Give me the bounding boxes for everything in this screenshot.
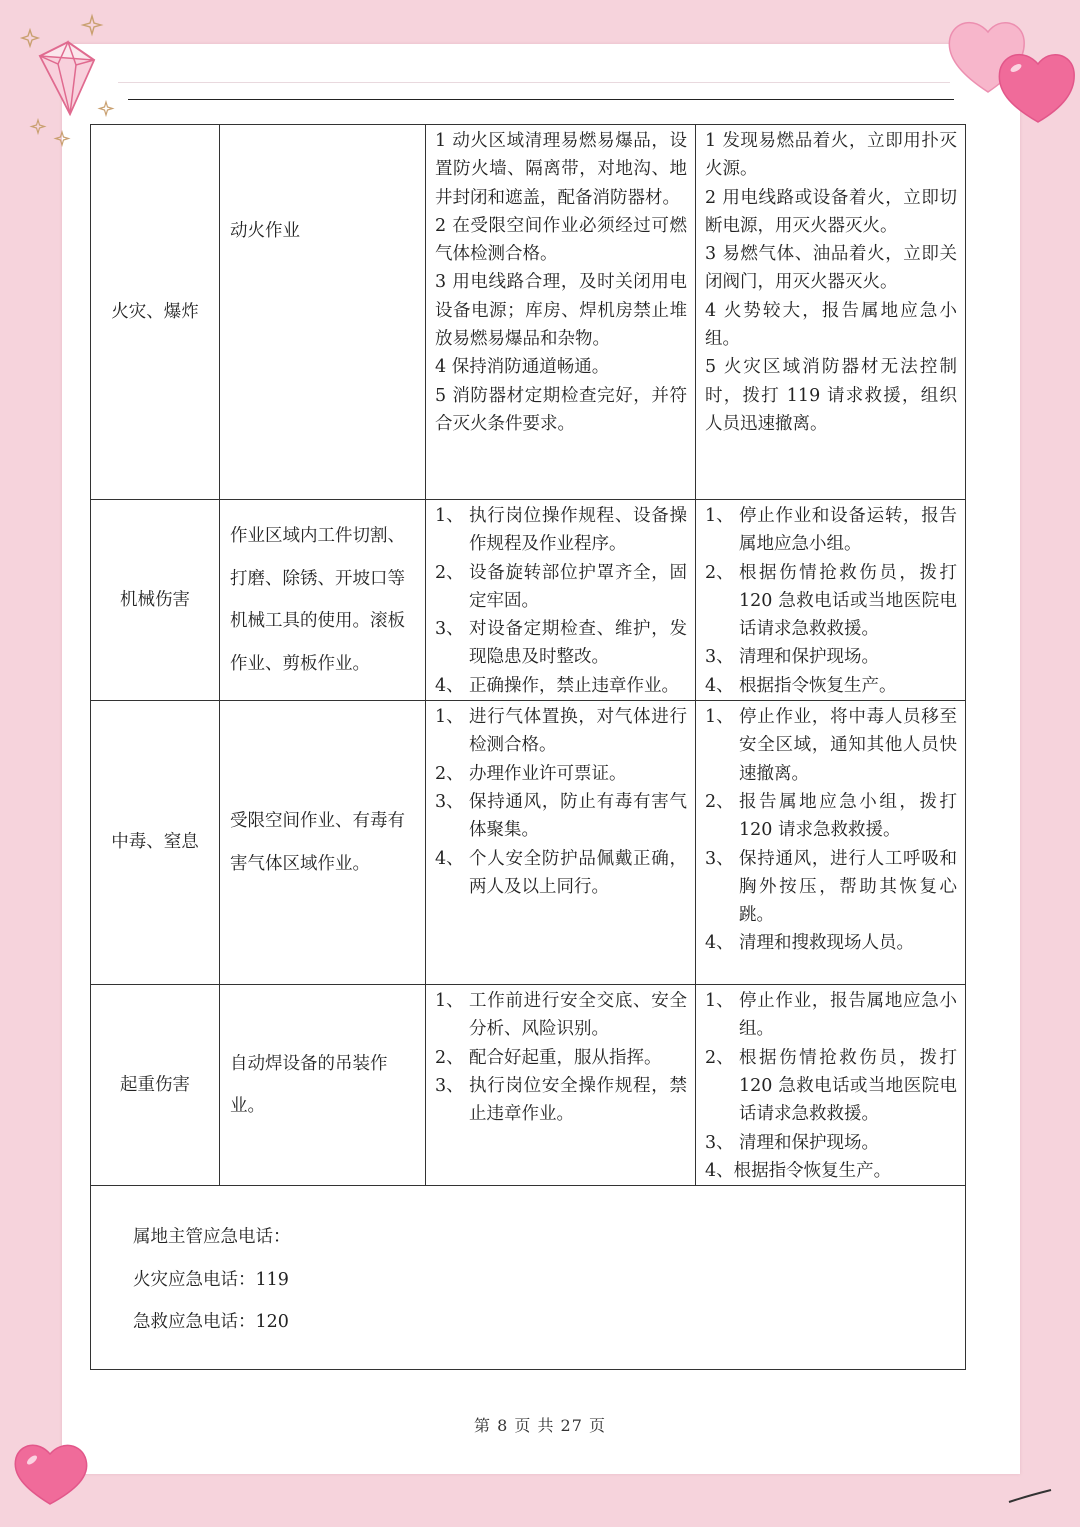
item-text: 停止作业，将中毒人员移至安全区域，通知其他人员快速撤离。 [739,707,957,784]
item-number: 4、 [705,933,734,954]
source-text: 自动焊设备的吊装作业。 [230,1053,388,1117]
ambulance-phone: 急救应急电话：120 [133,1312,289,1333]
source-cell [220,500,426,701]
item-number: 3、 [705,1132,734,1153]
list-item [705,127,957,184]
item-text: 根据伤情抢救伤员，拨打 120 急救电话或当地医院电话请求急救救援。 [739,1047,957,1125]
source-cell [220,125,426,500]
item-text: 火灾区域消防器材无法控制时，拨打 119 请求救援，组织人员迅速撤离。 [705,357,957,434]
hazard-label: 起重伤害 [120,1074,190,1095]
item-number: 1、 [705,991,734,1012]
supervisor-phone: 属地主管应急电话： [133,1227,291,1248]
response-cell [696,985,966,1186]
item-number: 2 [705,187,717,208]
item-number: 4 [435,357,447,378]
hearts-icon [940,4,1080,129]
response-cell [696,701,966,985]
item-text: 根据伤情抢救伤员，拨打 120 急救电话或当地医院电话请求急救救援。 [739,562,957,640]
item-text: 发现易燃品着火，立即用扑灭火源。 [705,131,957,180]
item-text: 动火区域清理易燃易爆品，设置防火墙、隔离带，对地沟、地井封闭和遮盖，配备消防器材。 [435,131,687,208]
emergency-plan-table [90,124,966,1370]
list-item [435,382,687,439]
list-item [435,788,687,845]
list-item [705,703,957,788]
source-cell [220,701,426,985]
item-number: 1、 [435,991,464,1012]
list-item [705,240,957,297]
item-number: 4、 [435,848,464,869]
item-number: 3、 [435,791,464,812]
item-number: 5 [705,357,717,378]
measures-cell [426,701,696,985]
header-rule [128,99,954,100]
item-number: 4 [705,300,717,321]
item-text: 对设备定期检查、维护，发现隐患及时整改。 [469,619,687,668]
item-number: 3、 [435,619,464,640]
item-text: 保持消防通道畅通。 [451,357,610,378]
item-number: 3 [705,244,717,265]
table-row [91,701,966,985]
list-item [435,703,687,760]
table-body [91,125,966,1370]
item-number: 5 [435,385,447,406]
list-item [705,929,957,957]
list-item [705,1129,957,1157]
source-text: 受限空间作业、有毒有害气体区域作业。 [230,811,405,874]
page-number: 第 8 页 共 27 页 [474,1416,606,1435]
source-text: 作业区域内工件切割、打磨、除锈、开坡口等机械工具的使用。滚板作业、剪板作业。 [230,526,405,674]
hazard-label: 机械伤害 [120,589,190,610]
item-text: 报告属地应急小组，拨打 120 请求急救救援。 [739,791,957,841]
source-cell [220,985,426,1186]
list-item [435,502,687,559]
list-item [435,559,687,616]
item-text: 进行气体置换，对气体进行检测合格。 [469,707,687,756]
list-item [435,615,687,672]
item-text: 根据指令恢复生产。 [733,1160,892,1181]
fire-phone: 火灾应急电话：119 [133,1269,289,1290]
hazard-label: 火灾、爆炸 [111,301,199,322]
item-text: 用电线路合理，及时关闭用电设备电源；库房、焊机房禁止堆放易燃易爆品和杂物。 [435,272,687,350]
item-number: 2、 [705,791,734,812]
item-text: 用电线路或设备着火，立即切断电源，用灭火器灭火。 [705,187,957,236]
item-text: 火势较大，报告属地应急小组。 [705,300,957,350]
item-number: 2、 [435,1047,464,1068]
scribble-decoration [1005,1480,1065,1510]
item-number: 2、 [705,562,734,583]
contacts-cell [91,1186,966,1370]
list-item [435,672,687,700]
item-number: 3、 [435,1075,464,1096]
list-item [705,502,957,559]
list-item [435,353,687,381]
source-text: 动火作业 [230,221,300,241]
item-number: 2、 [435,562,464,583]
item-text: 清理和保护现场。 [739,1132,879,1153]
item-text: 设备旋转部位护罩齐全，固定牢固。 [469,562,687,611]
item-text: 正确操作，禁止违章作业。 [469,675,679,696]
measures-cell [426,500,696,701]
item-number: 2、 [435,763,464,784]
item-number: 1、 [435,506,464,526]
list-item [435,268,687,353]
item-text: 办理作业许可票证。 [469,763,627,784]
list-item [705,1157,957,1185]
list-item [705,788,957,845]
item-number: 3、 [705,848,734,869]
response-cell [696,500,966,701]
list-item [705,353,957,438]
item-number: 2 [435,215,447,236]
item-text: 执行岗位安全操作规程，禁止违章作业。 [469,1075,687,1125]
hazard-cell [91,125,220,500]
list-item [705,987,957,1044]
item-number: 4、 [705,1160,734,1181]
item-text: 清理和搜救现场人员。 [739,933,914,954]
item-text: 工作前进行安全交底、安全分析、风险识别。 [469,991,687,1040]
item-text: 易燃气体、油品着火，立即关闭阀门，用灭火器灭火。 [705,244,957,293]
item-text: 保持通风，进行人工呼吸和胸外按压，帮助其恢复心跳。 [739,848,957,926]
item-number: 1 [705,131,717,151]
item-text: 在受限空间作业必须经过可燃气体检测合格。 [435,215,687,265]
list-item [435,212,687,269]
measures-cell [426,985,696,1186]
contacts-row [91,1186,966,1370]
list-item [705,643,957,671]
list-item [705,1044,957,1129]
list-item [435,1072,687,1129]
list-item [435,127,687,212]
list-item [705,845,957,930]
item-number: 4、 [705,675,734,696]
item-text: 个人安全防护品佩戴正确，两人及以上同行。 [469,848,687,897]
item-number: 3、 [705,647,734,668]
hazard-cell [91,701,220,985]
list-item [435,1044,687,1072]
item-text: 消防器材定期检查完好，并符合灭火条件要求。 [435,385,687,434]
hazard-cell [91,500,220,701]
list-item [705,297,957,354]
item-text: 保持通风，防止有毒有害气体聚集。 [469,791,687,841]
item-number: 1、 [435,707,464,728]
response-cell [696,125,966,500]
table-row [91,125,966,500]
item-number: 4、 [435,675,464,696]
list-item [435,987,687,1044]
item-text: 停止作业和设备运转，报告属地应急小组。 [739,506,957,555]
item-number: 1、 [705,707,734,728]
item-text: 配合好起重，服从指挥。 [469,1047,662,1068]
list-item [435,760,687,788]
item-text: 根据指令恢复生产。 [739,675,897,696]
heart-icon [6,1430,96,1510]
list-item [705,672,957,700]
list-item [705,559,957,644]
frame-line [118,82,950,83]
table-row [91,985,966,1186]
list-item [705,184,957,241]
hazard-label: 中毒、窒息 [111,832,199,853]
table-row [91,500,966,701]
item-number: 2、 [705,1047,734,1068]
hazard-cell [91,985,220,1186]
list-item [435,845,687,902]
item-text: 停止作业，报告属地应急小组。 [739,991,957,1040]
measures-cell [426,125,696,500]
item-number: 1 [435,131,447,151]
item-text: 清理和保护现场。 [739,647,879,668]
item-number: 1、 [705,506,734,526]
item-text: 执行岗位操作规程、设备操作规程及作业程序。 [469,506,687,555]
item-number: 3 [435,272,447,293]
